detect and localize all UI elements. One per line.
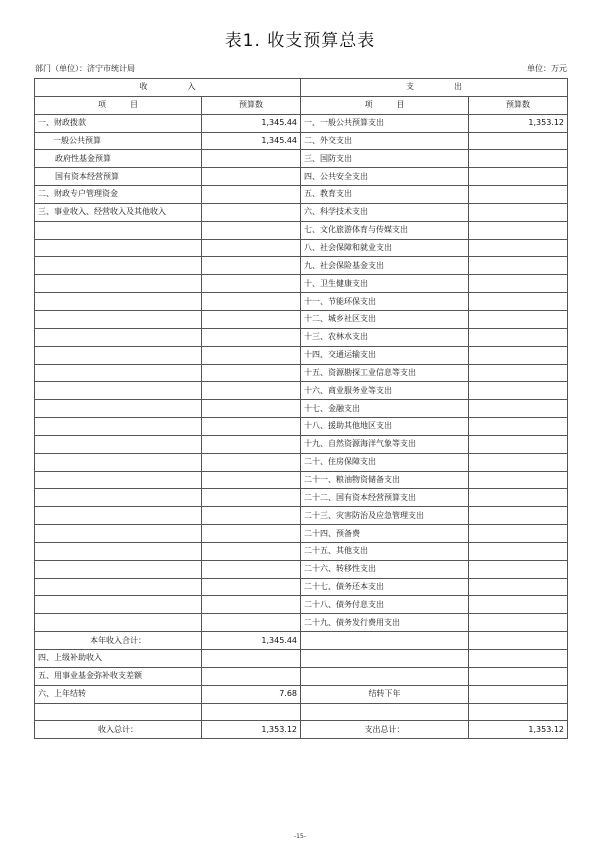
table-row [35,525,568,543]
expense-amount-cell [469,257,568,275]
expense-item-cell [301,632,469,650]
income-item-cell [35,596,202,614]
expense-amount-cell [469,578,568,596]
expense-amount-cell [469,685,568,703]
expense-amount-cell [469,435,568,453]
table-row [35,400,568,418]
income-item-cell [35,525,202,543]
income-amount-cell [202,471,301,489]
table-row [35,542,568,560]
income-amount-cell: 1,353.12 [202,721,301,739]
table-row [35,186,568,204]
expense-amount-cell [469,650,568,668]
expense-amount-cell [469,632,568,650]
income-amount-cell [202,310,301,328]
income-amount-cell [202,667,301,685]
expense-amount-cell: 1,353.12 [469,721,568,739]
income-amount-cell [202,542,301,560]
expense-amount-cell [469,346,568,364]
expense-amount-cell [469,168,568,186]
income-item-cell [35,382,202,400]
expense-item-cell: 七、文化旅游体育与传媒支出 [301,221,469,239]
table-row [35,453,568,471]
expense-amount-cell [469,507,568,525]
expense-amount-cell [469,186,568,204]
income-amount-cell [202,578,301,596]
income-amount-cell [202,453,301,471]
income-item-cell [35,560,202,578]
income-item-cell: 收入总计： [35,721,202,739]
expense-item-cell: 八、社会保障和就业支出 [301,239,469,257]
expense-amount-cell [469,703,568,721]
expense-amount-cell [469,328,568,346]
expense-item-cell: 二十三、灾害防治及应急管理支出 [301,507,469,525]
expense-item-cell: 三、国防支出 [301,150,469,168]
expense-amount-cell: 1,353.12 [469,114,568,132]
page-number: -15- [294,833,306,840]
income-item-cell: 本年收入合计： [35,632,202,650]
expense-amount-cell [469,203,568,221]
expense-item-cell: 二十四、预备费 [301,525,469,543]
income-item-cell: 一般公共预算 [35,132,202,150]
income-item-cell [35,275,202,293]
income-item-cell [35,542,202,560]
income-amount-cell: 7.68 [202,685,301,703]
income-item-cell [35,614,202,632]
income-amount-cell [202,560,301,578]
expense-item-cell: 十四、交通运输支出 [301,346,469,364]
income-item-cell [35,471,202,489]
table-row [35,150,568,168]
income-item-cell [35,418,202,436]
table-row [35,114,568,132]
income-amount-cell [202,364,301,382]
table-row [35,418,568,436]
expense-amount-cell [469,400,568,418]
expense-item-header: 项 目 [301,96,469,114]
income-amount-cell [202,435,301,453]
budget-summary-table [34,78,568,739]
income-item-cell [35,257,202,275]
expense-item-cell [301,650,469,668]
expense-item-cell: 二十一、粮油物资储备支出 [301,471,469,489]
income-amount-cell [202,489,301,507]
income-amount-cell [202,328,301,346]
expense-item-cell: 十九、自然资源海洋气象等支出 [301,435,469,453]
income-amount-cell [202,186,301,204]
income-amount-cell [202,650,301,668]
unit-label: 单位：万元 [527,64,567,73]
income-item-cell: 国有资本经营预算 [35,168,202,186]
income-amount-cell [202,221,301,239]
table-row [35,507,568,525]
expense-amount-cell [469,525,568,543]
income-item-cell: 三、事业收入、经营收入及其他收入 [35,203,202,221]
income-amount-cell [202,507,301,525]
income-amount-cell [202,596,301,614]
expense-amount-cell [469,489,568,507]
expense-item-cell: 十一、节能环保支出 [301,293,469,311]
expense-item-cell: 一、一般公共预算支出 [301,114,469,132]
expense-item-cell: 十八、援助其他地区支出 [301,418,469,436]
department-label: 部门（单位）：济宁市统计局 [35,64,135,73]
table-row [35,132,568,150]
income-amount-cell [202,203,301,221]
table-meta [35,63,567,77]
expense-item-cell: 十二、城乡社区支出 [301,310,469,328]
expense-item-cell: 结转下年 [301,685,469,703]
income-amount-header: 预算数 [202,96,301,114]
income-header: 收 入 [35,79,301,97]
expense-amount-cell [469,239,568,257]
table-row [35,346,568,364]
expense-amount-cell [469,275,568,293]
income-item-cell [35,507,202,525]
expense-item-cell [301,667,469,685]
expense-item-cell: 四、公共安全支出 [301,168,469,186]
expense-amount-header: 预算数 [469,96,568,114]
expense-item-cell: 五、教育支出 [301,186,469,204]
income-amount-cell [202,293,301,311]
income-item-cell [35,364,202,382]
table-row [35,667,568,685]
expense-header: 支 出 [301,79,568,97]
income-amount-cell [202,346,301,364]
expense-item-cell: 二、外交支出 [301,132,469,150]
income-amount-cell [202,703,301,721]
expense-amount-cell [469,310,568,328]
table-row [35,560,568,578]
expense-item-cell: 十、卫生健康支出 [301,275,469,293]
expense-amount-cell [469,596,568,614]
income-item-cell: 五、用事业基金弥补收支差额 [35,667,202,685]
expense-amount-cell [469,453,568,471]
table-row [35,614,568,632]
income-item-cell: 一、财政拨款 [35,114,202,132]
income-item-cell [35,453,202,471]
table-row [35,489,568,507]
expense-amount-cell [469,560,568,578]
table-row [35,221,568,239]
expense-amount-cell [469,293,568,311]
income-amount-cell [202,150,301,168]
income-item-header: 项 目 [35,96,202,114]
income-item-cell: 政府性基金预算 [35,150,202,168]
income-item-cell [35,400,202,418]
expense-item-cell [301,703,469,721]
income-amount-cell [202,614,301,632]
table-row [35,632,568,650]
table-row [35,239,568,257]
income-item-cell: 四、上级补助收入 [35,650,202,668]
income-item-cell [35,310,202,328]
expense-amount-cell [469,221,568,239]
income-item-cell [35,328,202,346]
expense-item-cell: 二十九、债务发行费用支出 [301,614,469,632]
table-row [35,650,568,668]
expense-amount-cell [469,364,568,382]
table-row [35,364,568,382]
income-item-cell [35,489,202,507]
table-header-row [35,79,568,97]
expense-amount-cell [469,418,568,436]
expense-item-cell: 十三、农林水支出 [301,328,469,346]
expense-amount-cell [469,614,568,632]
expense-item-cell: 二十二、国有资本经营预算支出 [301,489,469,507]
expense-item-cell: 九、社会保险基金支出 [301,257,469,275]
income-item-cell [35,346,202,364]
expense-item-cell: 二十七、债务还本支出 [301,578,469,596]
table-row [35,257,568,275]
page-title: 表1. 收支预算总表 [224,31,376,51]
expense-amount-cell [469,132,568,150]
expense-item-cell: 二十五、其他支出 [301,542,469,560]
table-row [35,721,568,739]
income-item-cell [35,293,202,311]
income-item-cell [35,221,202,239]
income-amount-cell: 1,345.44 [202,132,301,150]
expense-amount-cell [469,542,568,560]
income-amount-cell [202,400,301,418]
table-row [35,703,568,721]
table-row [35,435,568,453]
table-row [35,275,568,293]
expense-item-cell: 十七、金融支出 [301,400,469,418]
income-amount-cell: 1,345.44 [202,114,301,132]
expense-item-cell: 六、科学技术支出 [301,203,469,221]
income-amount-cell [202,239,301,257]
income-amount-cell [202,525,301,543]
table-row [35,293,568,311]
income-amount-cell [202,257,301,275]
income-item-cell [35,703,202,721]
table-row [35,203,568,221]
income-item-cell: 二、财政专户管理资金 [35,186,202,204]
expense-item-cell: 二十八、债务付息支出 [301,596,469,614]
expense-amount-cell [469,667,568,685]
table-row [35,310,568,328]
income-amount-cell [202,275,301,293]
expense-item-cell: 二十、住房保障支出 [301,453,469,471]
table-row [35,328,568,346]
income-amount-cell [202,382,301,400]
table-row [35,685,568,703]
expense-amount-cell [469,471,568,489]
table-row [35,578,568,596]
income-amount-cell: 1,345.44 [202,632,301,650]
expense-item-cell: 支出总计： [301,721,469,739]
table-row [35,596,568,614]
expense-amount-cell [469,382,568,400]
income-amount-cell [202,168,301,186]
table-row [35,382,568,400]
table-subheader-row [35,96,568,114]
table-row [35,471,568,489]
expense-item-cell: 十六、商业服务业等支出 [301,382,469,400]
income-item-cell [35,435,202,453]
expense-item-cell: 二十六、转移性支出 [301,560,469,578]
table-row [35,168,568,186]
income-item-cell [35,239,202,257]
income-amount-cell [202,418,301,436]
income-item-cell: 六、上年结转 [35,685,202,703]
expense-item-cell: 十五、资源勘探工业信息等支出 [301,364,469,382]
expense-amount-cell [469,150,568,168]
income-item-cell [35,578,202,596]
